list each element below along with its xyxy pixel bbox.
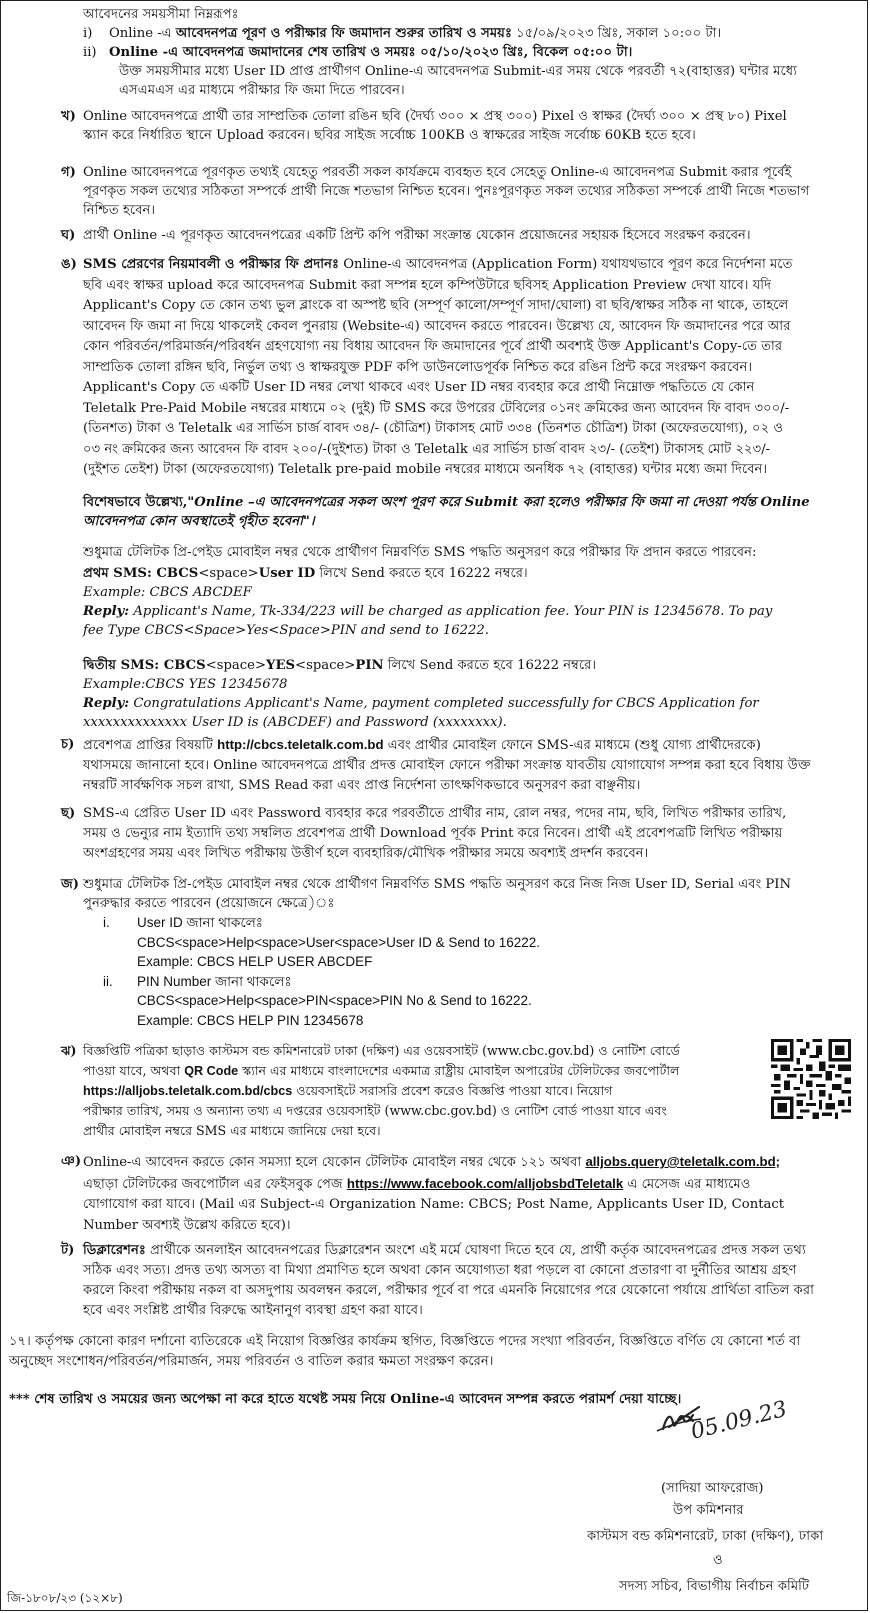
signatory-title: উপ কমিশনার bbox=[673, 1503, 744, 1518]
schedule-i-rest: ১৫/০৯/২০২৩ খ্রিঃ, সকাল ১০:০০ টা। bbox=[511, 26, 722, 41]
special-italic-1: "Online –এ আবেদনপত্রের সকল অংশ পূরণ করে Submit করা হলেও পরীক্ষার ফি জমা না দেওয়া পর্যন্ত Online bbox=[187, 495, 810, 510]
jha-line1: বিজ্ঞপ্তিটি পত্রিকা ছাড়াও কাস্টমস বন্ড কমিশনারেট ঢাকা (দক্ষিণ) এর ওয়েবসাইট (www.cbc.gov.bd) ও নোটিশ বোর্ডে bbox=[83, 1043, 680, 1058]
ta-line3: করলে কিংবা পরীক্ষায় নকল বা অসদুপায় অবলম্বন করলে, পরীক্ষার পূর্বে বা পরে এমনকি নিয়োগের পরে যেকোনো পর্যায়ে প্রার্থিতা বাতিল করা bbox=[83, 1283, 814, 1298]
schedule-ii-label: ii) bbox=[83, 45, 97, 60]
section-nya-mark: ঞ) bbox=[61, 1154, 82, 1169]
cha-line1 bbox=[83, 735, 849, 756]
nya-line3: যোগাযোগ করা যাবে। (Mail এর Subject-এ Organization Name: CBCS; Post Name, Applicants User ID, Contact bbox=[83, 1197, 785, 1212]
nya-line2-pre: এছাড়া টেলিটকের জবপোর্টাল এর ফেইসবুক পেজ bbox=[83, 1176, 347, 1192]
sms1-reply-line1 bbox=[83, 602, 849, 621]
sms2-space: <space> bbox=[205, 658, 267, 673]
schedule-note-line1: উক্ত সময়সীমার মধ্যে User ID প্রাপ্ত প্রার্থীগণ Online-এ আবেদনপত্র Submit-এর সময় থেকে পরবর্তী ৭২(বাহাত্তর) ঘন্টার মধ্যে bbox=[119, 64, 797, 79]
section-ta bbox=[61, 1241, 849, 1321]
cbcs-teletalk-link[interactable]: http://cbcs.teletalk.com.bd bbox=[217, 737, 384, 752]
declaration-label: ডিক্লারেশনঃ bbox=[83, 1243, 146, 1258]
recovery-i-label: i. bbox=[103, 915, 110, 930]
clause-17-text1: কর্তৃপক্ষ কোনো কারণ দর্শানো ব্যতিরেকে এই নিয়োগ বিজ্ঞপ্তির কার্যক্রম স্থগিত, বিজ্ঞপ্তিতে পদের সংখ্যা পরিবর্তন, বিজ্ঞপ্তিতে বর্ণিত যে কোনো শর্ত বা bbox=[35, 1334, 801, 1349]
section-ga-mark: গ) bbox=[61, 165, 76, 180]
uma-line3: Applicant's Copy তে কোন তথ্য ভুল ব্লাংকে বা অস্পষ্ট ছবি (সম্পূর্ণ কালো/সম্পূর্ণ সাদা/ঘোলা) বা ছবি/স্বাক্ষর সঠিক না থাকে, তাহলে bbox=[83, 298, 789, 313]
section-kha bbox=[61, 107, 849, 145]
sms2-reply-line2: xxxxxxxxxxxxxx User ID is (ABCDEF) and Password (xxxxxxxx). bbox=[83, 715, 507, 730]
schedule-intro: আবেদনের সময়সীমা নিম্নরূপঃ bbox=[83, 7, 239, 22]
clause-17 bbox=[9, 1332, 861, 1372]
ta-line4: হবে এবং সংশ্লিষ্ট প্রার্থীর বিরুদ্ধে আইনানুগ ব্যবস্থা গ্রহণ করা যাবে। bbox=[83, 1303, 423, 1318]
section-uma bbox=[61, 255, 849, 481]
schedule-item-i bbox=[83, 24, 849, 43]
uma-line10: ০৩ নং ক্রমিকের জন্য আবেদন ফি বাবদ ২০০/-(দুইশত) টাকা ও Teletalk এর সার্ভিস চার্জ বাবদ ২৩/- (তেইশ) টাকাসহ মোট ২২৩/- bbox=[83, 441, 771, 457]
cha-line1-pre: প্রবেশপত্র প্রাপ্তির বিষয়টি bbox=[83, 738, 218, 753]
special-note bbox=[83, 493, 849, 562]
cha-line1-rest: এবং প্রার্থীর মোবাইল ফোনে SMS-এর মাধ্যমে (শুধু যোগ্য প্রার্থীদেরকে) bbox=[383, 738, 761, 753]
special-line1 bbox=[83, 493, 849, 512]
recovery-ii-example: Example: CBCS HELP PIN 12345678 bbox=[137, 1012, 364, 1028]
uma-line4: আবেদন ফি জমা না দিয়ে থাকলেই কেবল পুনরায় (Website-এ) আবেদন করতে পারবেন। উল্লেখ্য যে, আবেদন ফি জমাদানের পরে আর bbox=[83, 318, 791, 334]
section-jha-mark: ঝ) bbox=[61, 1043, 77, 1058]
sms-first bbox=[83, 564, 849, 640]
uma-line1-rest: Online-এ আবেদনপত্র (Application Form) যথাযথভাবে পূরণ করে নির্দেশনা মতে bbox=[339, 257, 793, 272]
section-ja-mark: জ) bbox=[61, 877, 80, 892]
ja-line2: পুনরুদ্ধার করতে পারবেন (প্রয়োজনে ক্ষেত্রে)ঃ bbox=[83, 896, 335, 911]
schedule-note-line2: এসএমএস এর মাধ্যমে পরীক্ষার ফি জমা দিতে পারবেন। bbox=[119, 83, 405, 98]
signature-and: ও bbox=[713, 1553, 723, 1568]
clause-17-line1 bbox=[9, 1332, 861, 1352]
final-note-text: *** শেষ তারিখ ও সময়ের জন্য অপেক্ষা না করে হাতে যথেষ্ট সময় নিয়ে Online-এ আবেদন সম্পন্ন করতে পরামর্শ দেয়া যাচ্ছে। bbox=[9, 1392, 682, 1407]
uma-line5: কোন পরিবর্তন/পরিমার্জন/পরিবর্ধন গ্রহণযোগ্য নয় বিধায় আবেদন ফি জমাদানের পূর্বে প্রার্থী অবশ্যই উক্ত Applicant's Copy-তে তার bbox=[83, 339, 783, 354]
recovery-item-ii bbox=[103, 972, 849, 992]
nya-line4: Number অবশ্যই উল্লেখ করিতে হবে)। bbox=[83, 1217, 291, 1233]
sms1-reply-text1: Applicant's Name, Tk-334/223 will be charged as application fee. Your PIN is 12345678. To pay bbox=[129, 604, 773, 619]
section-gha bbox=[61, 226, 849, 245]
ta-line1-rest: প্রার্থীকে অনলাইন আবেদনপত্রের ডিক্লারেশন অংশে এই মর্মে ঘোষণা দিতে হবে যে, প্রার্থী কর্তৃক আবেদনপত্রের প্রদত্ত সকল তথ্য bbox=[145, 1243, 806, 1258]
sms2-title-rest: লিখে Send করতে হবে 16222 নম্বরে। bbox=[383, 658, 597, 673]
ja-line1: শুধুমাত্র টেলিটক প্রি-পেইড মোবাইল নম্বর থেকে প্রার্থীগণ নিম্নবর্ণিত SMS পদ্ধতি অনুসরণ করে নিজ নিজ User ID, Serial এবং PIN bbox=[83, 877, 792, 892]
schedule-item-ii bbox=[83, 43, 849, 62]
uma-line1 bbox=[83, 255, 849, 276]
facebook-page-link[interactable]: https://www.facebook.com/alljobsbdTeletalk bbox=[346, 1175, 624, 1191]
footer-reference: জি-১৮০৮/২৩ (১২×৮) bbox=[7, 1591, 123, 1605]
sms2-example: Example:CBCS YES 12345678 bbox=[83, 677, 288, 692]
ga-line1: Online আবেদনপত্রে পূরণকৃত তথ্যই যেহেতু পরবর্তী সকল কার্যক্রমে ব্যবহৃত হবে সেহেতু Online-এ আবেদনপত্র Submit করার পূর্বেই bbox=[83, 165, 792, 180]
jha-line3-rest: ওয়েবসাইটে সরাসরি প্রবেশ করেও বিজ্ঞপ্তি পাওয়া যাবে। নিয়োগ bbox=[292, 1083, 613, 1098]
section-ja bbox=[61, 875, 849, 1030]
sms1-example: Example: CBCS ABCDEF bbox=[83, 585, 252, 600]
nya-line1 bbox=[83, 1152, 849, 1174]
cha-line3: নম্বরটি সার্বক্ষণিক সচল রাখা, SMS Read করা এবং প্রাপ্ত নির্দেশনা তাৎক্ষণিকভাবে অনুসরণ করা বাঞ্ছনীয়। bbox=[83, 778, 641, 793]
nya-line2-rest: এ মেসেজ এর মাধ্যমেও bbox=[623, 1176, 751, 1192]
clause-17-mark: ১৭। bbox=[9, 1334, 31, 1349]
recovery-i-cmd: CBCS<space>Help<space>User<space>User ID & Send to 16222. bbox=[137, 934, 540, 950]
schedule-i-bold: আবেদনপত্র পূরণ ও পরীক্ষার ফি জমাদান শুরুর তারিখ ও সময়ঃ bbox=[175, 26, 512, 41]
recovery-ii-cmd: CBCS<space>Help<space>PIN<space>PIN No & Send to 16222. bbox=[137, 993, 532, 1008]
uma-line1-bold: SMS প্রেরণের নিয়মাবলী ও পরীক্ষার ফি প্রদানঃ bbox=[83, 257, 340, 272]
sms2-reply-text1: Congratulations Applicant's Name, payment completed successfully for CBCS Application for bbox=[129, 696, 759, 711]
sms2-title bbox=[83, 656, 849, 675]
section-jha bbox=[61, 1041, 759, 1141]
sms1-userid: User ID bbox=[258, 566, 316, 581]
nya-line2 bbox=[83, 1174, 849, 1196]
only-teletalk-note: শুধুমাত্র টেলিটক প্রি-পেইড মোবাইল নম্বর থেকে প্রার্থীগণ নিম্নবর্ণিত SMS পদ্ধতি অনুসরণ করে পরীক্ষার ফি প্রদান করতে পারবেন: bbox=[83, 545, 757, 560]
sms2-title-bold: দ্বিতীয় SMS: CBCS bbox=[83, 658, 206, 673]
jha-line4: পরীক্ষার তারিখ, সময় ও অন্যান্য তথ্য এ দপ্তরের ওয়েবসাইট (www.cbc.gov.bd) ও নোটিশ বোর্ড পাওয়া যাবে এবং bbox=[83, 1103, 667, 1118]
signatory-name: (সাদিয়া আফরোজ) bbox=[661, 1481, 764, 1496]
schedule-i-pre: Online -এ bbox=[109, 26, 176, 41]
section-nya bbox=[61, 1152, 849, 1236]
sms1-reply-line2: fee Type CBCS<Space>Yes<Space>PIN and send to 16222. bbox=[83, 623, 489, 638]
clause-17-line2: অনুচ্ছেদ সংশোধন/পরিবর্তন/পরিমার্জন, সময় পরিবর্তন ও বাতিল করার ক্ষমতা সংরক্ষণ করেন। bbox=[9, 1354, 494, 1369]
uma-line2: ছবি এবং স্বাক্ষর upload করে আবেদনপত্র Submit করা সম্পন্ন হলে কম্পিউটারে ছবিসহ Application Preview দেখা যাবে। যদি bbox=[83, 277, 771, 293]
uma-line6: সাম্প্রতিক তোলা রঙ্গিন ছবি, নির্ভুল তথ্য ও স্বাক্ষরযুক্ত PDF কপি ডাউনলোডপূর্বক নিশ্চিত করে রঙিন প্রিন্ট করে সংরক্ষণ করবেন। bbox=[83, 359, 753, 375]
section-cha-mark: চ) bbox=[61, 737, 75, 752]
section-cha bbox=[61, 735, 849, 796]
jha-line5: প্রার্থীর মোবাইল নম্বরে SMS এর মাধ্যমে জানিয়ে দেয়া হবে। bbox=[83, 1123, 381, 1138]
signature-image bbox=[649, 1385, 819, 1453]
section-chha bbox=[61, 804, 849, 864]
sms2-reply-line1 bbox=[83, 694, 849, 713]
ga-line3: নিশ্চিত হবেন। bbox=[83, 203, 156, 218]
special-bold: বিশেষভাবে উল্লেখ্য, bbox=[83, 495, 188, 510]
special-italic-2: আবেদনপত্র কোন অবস্থাতেই গৃহীত হবেনা"। bbox=[83, 514, 315, 529]
uma-line7: Applicant's Copy তে একটি User ID নম্বর লেখা থাকবে এবং User ID নম্বর ব্যবহার করে প্রার্থী নিম্নোক্ত পদ্ধতিতে যে কোন bbox=[83, 380, 755, 395]
sms1-title-bold: প্রথম SMS: CBCS bbox=[83, 566, 199, 581]
sms2-yes: YES bbox=[266, 658, 296, 673]
recovery-list bbox=[83, 913, 849, 1030]
application-schedule bbox=[83, 5, 849, 100]
alljobs-cbcs-link[interactable]: https://alljobs.teletalk.com.bd/cbcs bbox=[83, 1084, 293, 1098]
uma-line9: (তিনশত) টাকা ও Teletalk এর সার্ভিস চার্জ বাবদ ৩৪/- (চৌত্রিশ) টাকাসহ মোট ৩৩৪ (তিনশত চৌত্রিশ) টাকা (অফেরতযোগ্য), ০২ ও bbox=[83, 421, 784, 436]
section-kha-mark: খ) bbox=[61, 109, 76, 124]
sms1-reply-label: Reply: bbox=[83, 604, 130, 619]
jha-line2-rest: স্ক্যান এর মাধ্যমে বাংলাদেশের একমাত্র রাষ্ট্রীয় মোবাইল অপারেটর টেলিটকের জবপোর্টাল bbox=[238, 1063, 680, 1078]
recovery-i-head: User ID জানা থাকলেঃ bbox=[137, 915, 264, 930]
cha-line2: যথাসময়ে জানানো হবে। Online আবেদনপত্রে প্রার্থীর প্রদত্ত মোবাইল ফোনে পরীক্ষা সংক্রান্ত যাবতীয় যোগাযোগ সম্পন্ন করা হবে বিধায় উক্ত bbox=[83, 758, 811, 773]
sms1-space: <space> bbox=[198, 566, 259, 581]
gha-line1: প্রার্থী Online -এ পূরণকৃত আবেদনপত্রের একটি প্রিন্ট কপি পরীক্ষা সংক্রান্ত যেকোন প্রয়োজনের সহায়ক হিসেবে সংরক্ষণ করবেন। bbox=[83, 228, 751, 243]
sms2-space2: <space> bbox=[295, 658, 356, 673]
schedule-ii-text: Online -এ আবেদনপত্র জমাদানের শেষ তারিখ ও সময়ঃ ০৫/১০/২০২৩ খ্রিঃ, বিকেল ০৫:০০ টা। bbox=[109, 45, 633, 60]
section-gha-mark: ঘ) bbox=[61, 228, 76, 243]
schedule-i-label: i) bbox=[83, 26, 93, 41]
sms1-title bbox=[83, 564, 849, 583]
jha-line3 bbox=[83, 1081, 759, 1101]
jha-line2 bbox=[83, 1061, 759, 1081]
section-ta-mark: ট) bbox=[61, 1243, 75, 1258]
recovery-item-i bbox=[103, 913, 849, 933]
nya-line1-pre: Online-এ আবেদন করতে কোন সমস্যা হলে যেকোন টেলিটক মোবাইল নম্বর থেকে ১২১ অথবা bbox=[83, 1155, 586, 1170]
section-chha-mark: ছ) bbox=[61, 806, 76, 821]
qr-code-icon[interactable] bbox=[771, 1039, 851, 1119]
chha-line1: SMS-এ প্রেরিত User ID এবং Password ব্যবহার করে পরবর্তীতে প্রার্থীর নাম, রোল নম্বর, পদের নাম, ছবি, লিখিত পরীক্ষার তারিখ, bbox=[83, 806, 787, 821]
sms2-reply-label: Reply: bbox=[83, 696, 130, 711]
sms1-title-rest: লিখে Send করতে হবে 16222 নম্বরে। bbox=[315, 566, 528, 581]
signature-date: 05.09.23 bbox=[688, 1396, 790, 1445]
chha-line3: অংশগ্রহণের সময় এবং লিখিত পরীক্ষায় উত্তীর্ণ হলে ব্যবহারিক/মৌখিক পরীক্ষার সময়ে অবশ্যই প্রদর্শন করবেন। bbox=[83, 846, 649, 861]
section-uma-mark: ঙ) bbox=[61, 257, 77, 272]
signatory-office: কাস্টমস বন্ড কমিশনারেট, ঢাকা (দক্ষিণ), ঢাকা bbox=[587, 1529, 824, 1544]
ta-line2: সঠিক এবং সত্য। প্রদত্ত তথ্য অসত্য বা মিথ্যা প্রমাণিত হলে অথবা কোন অযোগ্যতা ধরা পড়লে বা কোনো প্রতারণা বা দুর্নীতির আশ্রয় গ্রহণ bbox=[83, 1263, 797, 1278]
ga-line2: পূরণকৃত সকল তথ্যের সঠিকতা সম্পর্কে প্রার্থী নিজে শতভাগ নিশ্চিত হবেন। পুনঃপূরণকৃত সকল তথ্যের সঠিকতা সম্পর্কে প্রার্থী নিজে শতভাগ bbox=[83, 184, 810, 199]
signatory-role: সদস্য সচিব, বিভাগীয় নির্বাচন কমিটি bbox=[619, 1579, 810, 1594]
alljobs-query-email-link[interactable]: alljobs.query@teletalk.com.bd; bbox=[585, 1154, 781, 1169]
jha-line2-pre: পাওয়া যাবে, অথবা bbox=[83, 1063, 185, 1078]
ta-line1 bbox=[83, 1241, 849, 1261]
sms-second bbox=[83, 656, 849, 732]
chha-line2: সময় ও ভেন্যুর নাম ইত্যাদি তথ্য সম্বলিত প্রবেশপত্র প্রার্থী Download পূর্বক Print করে নিবেন। প্রার্থী এই প্রবেশপত্রটি লিখিত পরীক্ষায় bbox=[83, 826, 783, 841]
recovery-i-example: Example: CBCS HELP USER ABCDEF bbox=[137, 954, 373, 969]
kha-line2: স্ক্যান করে নির্ধারিত স্থানে Upload করবেন। ছবির সাইজ সর্বোচ্চ 100KB ও স্বাক্ষরের সাইজ সর্বোচ্চ 60KB হতে হবে। bbox=[83, 128, 696, 143]
uma-line8: Teletalk Pre-Paid Mobile নম্বরের মাধ্যমে ০২ (দুই) টি SMS করে উপরের টেবিলের ০১নং ক্রমিকের জন্য আবেদন ফি বাবদ ৩০০/- bbox=[83, 400, 790, 416]
recovery-ii-head: PIN Number জানা থাকলেঃ bbox=[137, 973, 292, 989]
uma-line11: (দুইশত তেইশ) টাকা (অফেরতযোগ্য) Teletalk pre-paid mobile নম্বরের মাধ্যমে অনধিক ৭২ (বাহাত্তর) ঘন্টার মধ্যে জমা দিবেন। bbox=[83, 462, 768, 477]
sms2-pin: PIN bbox=[355, 658, 384, 673]
qr-code-label: QR Code bbox=[184, 1064, 239, 1078]
section-ga bbox=[61, 163, 849, 220]
kha-line1: Online আবেদনপত্রে প্রার্থী তার সাম্প্রতিক তোলা রঙিন ছবি (দৈর্ঘ্য ৩০০ × প্রস্থ ৩০০) Pixel ও স্বাক্ষর (দৈর্ঘ্য ৩০০ × প্রস্থ ৮০) Pixel bbox=[83, 109, 787, 124]
recovery-ii-label: ii. bbox=[103, 973, 113, 989]
